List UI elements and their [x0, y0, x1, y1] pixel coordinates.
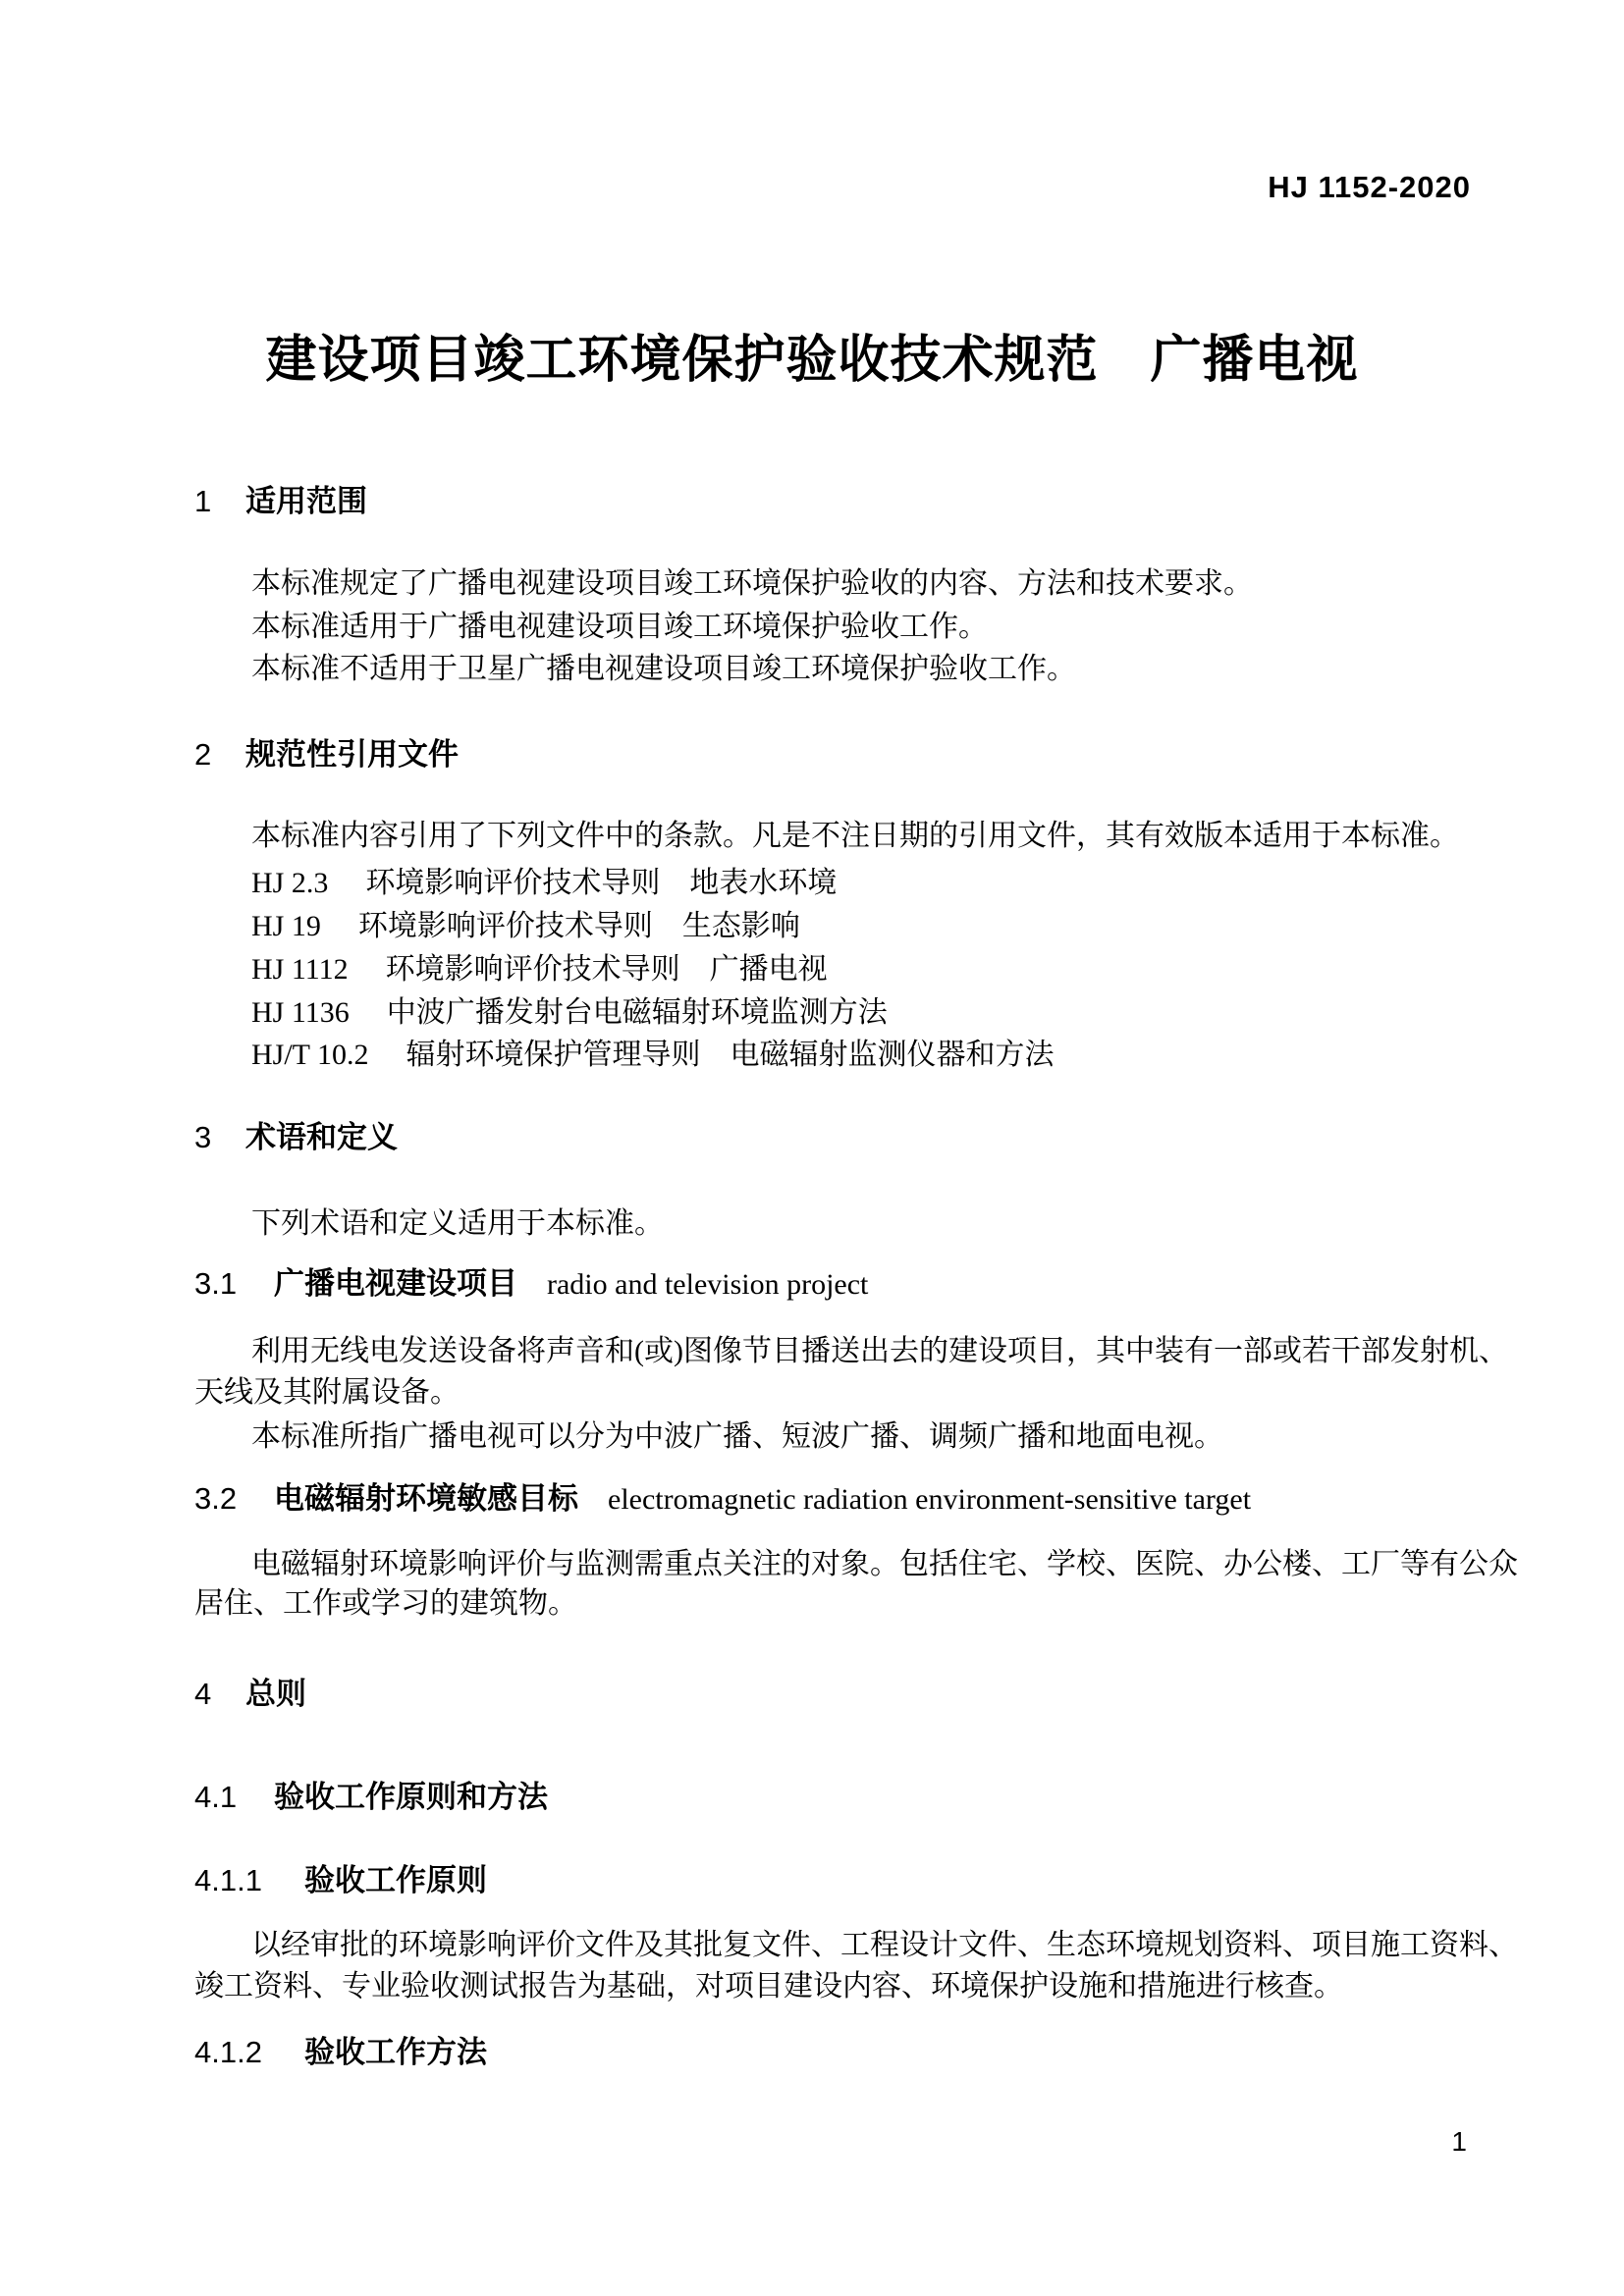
body-line: 竣工资料、专业验收测试报告为基础，对项目建设内容、环境保护设施和措施进行核查。: [194, 1970, 1343, 2002]
section-number: 4: [194, 1677, 212, 1711]
section-title: 规范性引用文件: [245, 737, 459, 772]
reference-item: [251, 952, 828, 988]
section-title: 总则: [245, 1677, 306, 1711]
subsection-title: 验收工作原则和方法: [274, 1780, 548, 1814]
subsection-number: 4.1.1: [194, 1863, 262, 1897]
body-line: 本标准规定了广播电视建设项目竣工环境保护验收的内容、方法和技术要求。: [251, 567, 1253, 600]
section-heading-4: [194, 1676, 306, 1712]
section-number: 2: [194, 737, 212, 772]
section-heading-3: [194, 1119, 398, 1155]
section-heading-2: [194, 736, 459, 773]
reference-title: 环境影响评价技术导则 生态影响: [357, 910, 800, 942]
subsection-heading-4-1: [194, 1779, 548, 1815]
document-title: 建设项目竣工环境保护验收技术规范 广播电视: [265, 332, 1359, 389]
reference-item: [251, 1038, 1054, 1073]
body-line: 居住、工作或学习的建筑物。: [194, 1587, 577, 1620]
section-number: 1: [194, 484, 212, 518]
subsection-title: 验收工作方法: [304, 2035, 487, 2069]
subsection-heading-4-1-1: [194, 1862, 487, 1898]
reference-item: [251, 995, 888, 1031]
term-heading-3-1: [194, 1265, 868, 1303]
reference-item: [251, 866, 837, 901]
reference-title: 环境影响评价技术导则 广播电视: [385, 953, 828, 986]
subsection-number: 4.1: [194, 1780, 238, 1814]
reference-code: HJ 1136: [251, 996, 350, 1029]
subsection-number: 4.1.2: [194, 2035, 262, 2069]
reference-code: HJ 19: [251, 910, 321, 942]
body-line: 下列术语和定义适用于本标准。: [251, 1207, 664, 1240]
term-en: radio and television project: [547, 1268, 869, 1301]
reference-title: 环境影响评价技术导则 地表水环境: [365, 867, 838, 899]
term-number: 3.2: [194, 1481, 238, 1516]
page-number: 1: [1451, 2126, 1467, 2157]
term-heading-3-2: [194, 1480, 1251, 1518]
doc-number: HJ 1152-2020: [1268, 170, 1471, 204]
body-line: 天线及其附属设备。: [194, 1376, 460, 1409]
section-heading-1: [194, 483, 367, 519]
subsection-heading-4-1-2: [194, 2034, 487, 2070]
subsection-title: 验收工作原则: [304, 1863, 487, 1897]
body-line: 利用无线电发送设备将声音和(或)图像节目播送出去的建设项目，其中装有一部或若干部发射机、: [251, 1335, 1508, 1367]
section-number: 3: [194, 1120, 212, 1154]
body-line: 以经审批的环境影响评价文件及其批复文件、工程设计文件、生态环境规划资料、项目施工资料、: [251, 1929, 1518, 1961]
body-line: 电磁辐射环境影响评价与监测需重点关注的对象。包括住宅、学校、医院、办公楼、工厂等有公众: [251, 1548, 1518, 1580]
body-line: 本标准内容引用了下列文件中的条款。凡是不注日期的引用文件，其有效版本适用于本标准。: [251, 820, 1459, 852]
reference-code: HJ 1112: [251, 953, 349, 986]
body-line: 本标准不适用于卫星广播电视建设项目竣工环境保护验收工作。: [251, 653, 1076, 685]
term-number: 3.1: [194, 1266, 238, 1301]
reference-code: HJ/T 10.2: [251, 1039, 369, 1071]
section-title: 适用范围: [245, 484, 367, 518]
reference-code: HJ 2.3: [251, 867, 329, 899]
term-zh: 电磁辐射环境敏感目标: [274, 1481, 578, 1516]
reference-item: [251, 909, 800, 944]
body-line: 本标准适用于广播电视建设项目竣工环境保护验收工作。: [251, 611, 988, 643]
section-title: 术语和定义: [245, 1120, 398, 1154]
reference-title: 辐射环境保护管理导则 电磁辐射监测仪器和方法: [406, 1039, 1055, 1071]
term-en: electromagnetic radiation environment-sensitive target: [608, 1483, 1252, 1516]
reference-title: 中波广播发射台电磁辐射环境监测方法: [386, 996, 888, 1029]
term-zh: 广播电视建设项目: [274, 1266, 517, 1301]
body-line: 本标准所指广播电视可以分为中波广播、短波广播、调频广播和地面电视。: [251, 1420, 1223, 1453]
